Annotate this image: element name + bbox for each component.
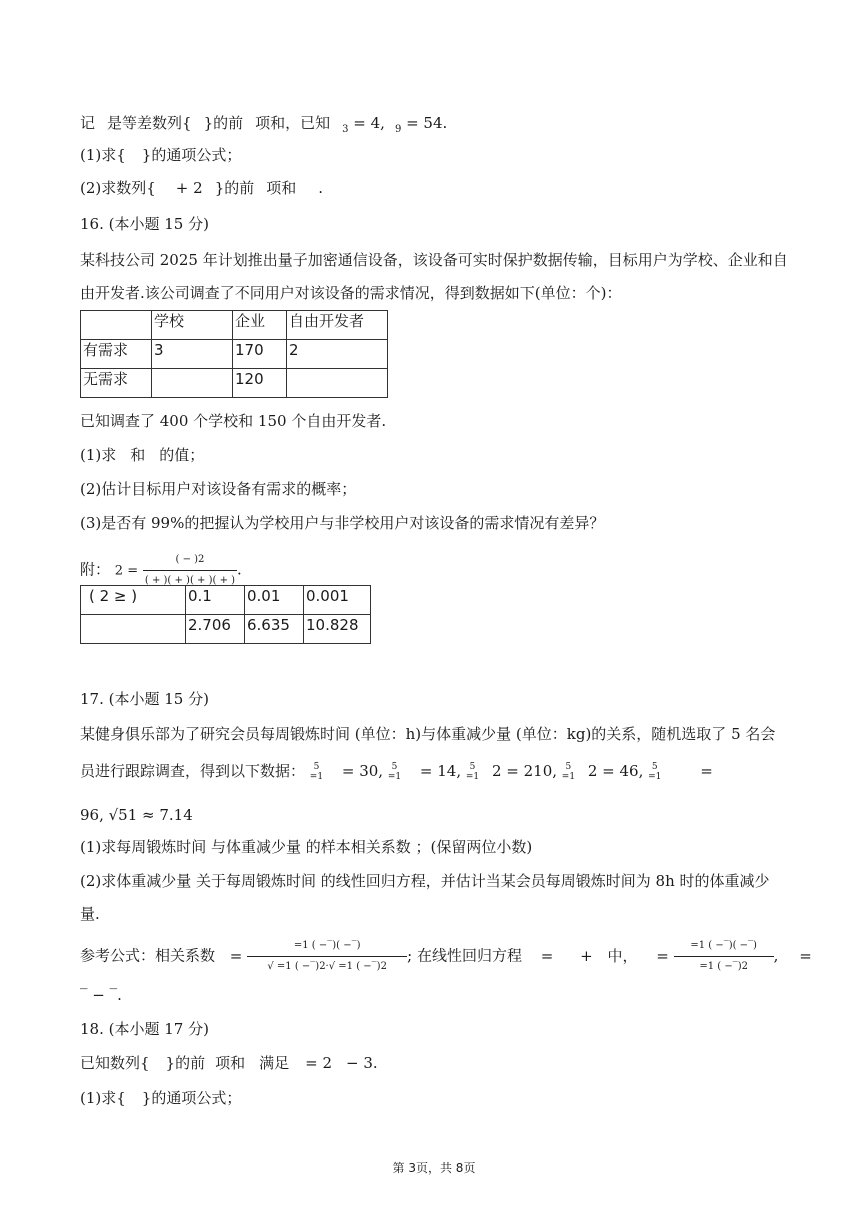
p17-ref-formula <box>80 936 812 977</box>
table-cell: 6.635 <box>245 615 304 644</box>
table-cell: 0.001 <box>304 586 371 615</box>
text: = <box>540 946 554 965</box>
correlation-fraction <box>247 936 407 977</box>
text: . <box>318 179 324 197</box>
fraction-numerator: =1 ( −‾)( −‾) <box>674 936 774 957</box>
text: 满足 <box>259 1054 290 1072</box>
sum-top: 5 <box>313 762 320 772</box>
table-row <box>81 586 371 615</box>
text: − 3. <box>346 1054 378 1072</box>
p16-q1 <box>80 445 204 465</box>
critical-value-table <box>80 585 371 644</box>
table-cell <box>81 311 152 340</box>
text: = <box>229 946 243 965</box>
fraction-denominator: √ =1 ( −‾)2·√ =1 ( −‾)2 <box>267 961 387 972</box>
sum-bottom: =1 <box>648 772 662 782</box>
p17-q1: (1)求每周锻炼时间 与体重减少量 的样本相关系数 ；(保留两位小数) <box>80 838 533 856</box>
p17-intro-2 <box>80 761 713 782</box>
table-cell: ( 2 ≥ ) <box>81 586 186 615</box>
fraction-denominator: =1 ( −‾)2 <box>699 961 748 972</box>
text: }的通项公式； <box>141 146 242 164</box>
demand-table <box>80 310 388 398</box>
subscript: 9 <box>394 124 402 135</box>
formula-lhs: 2 = <box>114 563 139 579</box>
text: 2 = 46, <box>587 762 644 780</box>
sum-bottom: =1 <box>387 772 402 782</box>
text: . <box>237 560 242 579</box>
table-cell: 有需求 <box>81 340 152 369</box>
p16-q3: (3)是否有 99%的把握认为学校用户与非学校用户对该设备的需求情况有差异？ <box>80 514 605 532</box>
text: = 2 <box>305 1054 333 1072</box>
p16-intro-2: 由开发者.该公司调查了不同用户对该设备的需求情况，得到数据如下(单位：个)： <box>80 284 622 302</box>
p16-intro-1: 某科技公司 2025 年计划推出量子加密通信设备，该设备可实时保护数据传输，目标用户为学校、企业和自 <box>80 251 788 269</box>
text: = 4, <box>353 114 385 132</box>
text: = 54. <box>406 114 448 132</box>
sum-top: 5 <box>565 762 572 772</box>
fraction-numerator: ( − )2 <box>143 550 237 571</box>
sum-bottom: =1 <box>465 772 480 782</box>
table-cell: 3 <box>152 340 233 369</box>
fraction-numerator: =1 ( −‾)( −‾) <box>247 936 407 957</box>
text: (2)求数列{ <box>80 179 156 197</box>
text: 项和 <box>215 1054 246 1072</box>
text: , <box>773 946 779 965</box>
p17-intro-1: 某健身俱乐部为了研究会员每周锻炼时间 (单位：h)与体重减少量 (单位：kg)的关系，随机选取了 5 名会 <box>80 725 776 743</box>
text: + 2 <box>175 179 203 197</box>
text: 记 <box>80 114 96 132</box>
p18-intro <box>80 1053 378 1073</box>
text: }的通项公式； <box>141 1089 242 1107</box>
p16-known: 已知调查了 400 个学校和 150 个自由开发者. <box>80 412 387 430</box>
p16-header: 16. (本小题 15 分) <box>80 215 209 233</box>
sum-top: 5 <box>651 762 658 772</box>
p17-header: 17. (本小题 15 分) <box>80 690 209 708</box>
text: }的前 <box>214 179 255 197</box>
sum-symbol <box>310 762 323 782</box>
p17-q2b: 量. <box>80 905 100 923</box>
p15-q1 <box>80 145 241 165</box>
table-cell: 0.01 <box>245 586 304 615</box>
sum-bottom: =1 <box>309 772 324 782</box>
text: 是等差数列{ <box>107 114 192 132</box>
text: = <box>799 946 812 965</box>
sum-bottom: =1 <box>561 772 576 782</box>
text: }的前 <box>203 114 244 132</box>
text: }的前 <box>165 1054 206 1072</box>
p18-q1 <box>80 1088 241 1108</box>
table-cell <box>287 369 388 398</box>
table-cell: 170 <box>233 340 287 369</box>
p18-header: 18. (本小题 17 分) <box>80 1020 209 1038</box>
p15-intro <box>80 113 447 140</box>
text: 员进行跟踪调查，得到以下数据： <box>80 762 306 780</box>
text: (1)求{ <box>80 146 126 164</box>
table-row <box>81 340 388 369</box>
fraction-denominator: ( + )( + )( + )( + ) <box>144 575 236 586</box>
table-cell: 0.1 <box>186 586 245 615</box>
text: (1)求 <box>80 446 117 464</box>
table-row <box>81 311 388 340</box>
table-cell: 无需求 <box>81 369 152 398</box>
text: 参考公式：相关系数 <box>80 946 216 965</box>
table-row <box>81 615 371 644</box>
table-cell: 2.706 <box>186 615 245 644</box>
p16-q2: (2)估计目标用户对该设备有需求的概率； <box>80 480 357 498</box>
sum-symbol <box>562 762 575 782</box>
text: = <box>656 946 669 965</box>
text: = <box>700 762 713 780</box>
text: 项和 <box>266 179 297 197</box>
text: 已知数列{ <box>80 1054 150 1072</box>
sum-top: 5 <box>469 762 476 772</box>
table-cell: 学校 <box>152 311 233 340</box>
text: (1)求{ <box>80 1089 126 1107</box>
p17-ref-last: ‾ − ‾. <box>80 986 122 1004</box>
slope-fraction <box>674 936 774 977</box>
p17-q2a: (2)求体重减少量 关于每周锻炼时间 的线性回归方程，并估计当某会员每周锻炼时间为 8h 时的体重减少 <box>80 872 770 890</box>
table-cell: 10.828 <box>304 615 371 644</box>
table-cell <box>81 615 186 644</box>
sum-symbol <box>388 762 401 782</box>
table-row <box>81 369 388 398</box>
page-footer: 第 3页，共 8页 <box>392 1161 476 1175</box>
subscript: 3 <box>342 124 349 135</box>
text: = 30, <box>341 762 384 780</box>
text: 的值； <box>159 446 205 464</box>
text: 和 <box>130 446 146 464</box>
table-cell: 120 <box>233 369 287 398</box>
text: ; 在线性回归方程 <box>407 946 522 965</box>
text: 附： <box>80 560 111 579</box>
text: 2 = 210, <box>491 762 557 780</box>
table-cell: 企业 <box>233 311 287 340</box>
sum-symbol <box>466 762 479 782</box>
text: 中， <box>607 946 638 965</box>
table-cell: 2 <box>287 340 388 369</box>
sum-symbol <box>648 762 661 782</box>
text: = 14, <box>419 762 462 780</box>
p15-q2 <box>80 178 323 198</box>
table-cell <box>152 369 233 398</box>
sum-top: 5 <box>391 762 398 772</box>
text: + <box>580 946 593 965</box>
text: 项和，已知 <box>255 114 331 132</box>
table-cell: 自由开发者 <box>287 311 388 340</box>
p17-intro-3: 96, √51 ≈ 7.14 <box>80 806 193 824</box>
